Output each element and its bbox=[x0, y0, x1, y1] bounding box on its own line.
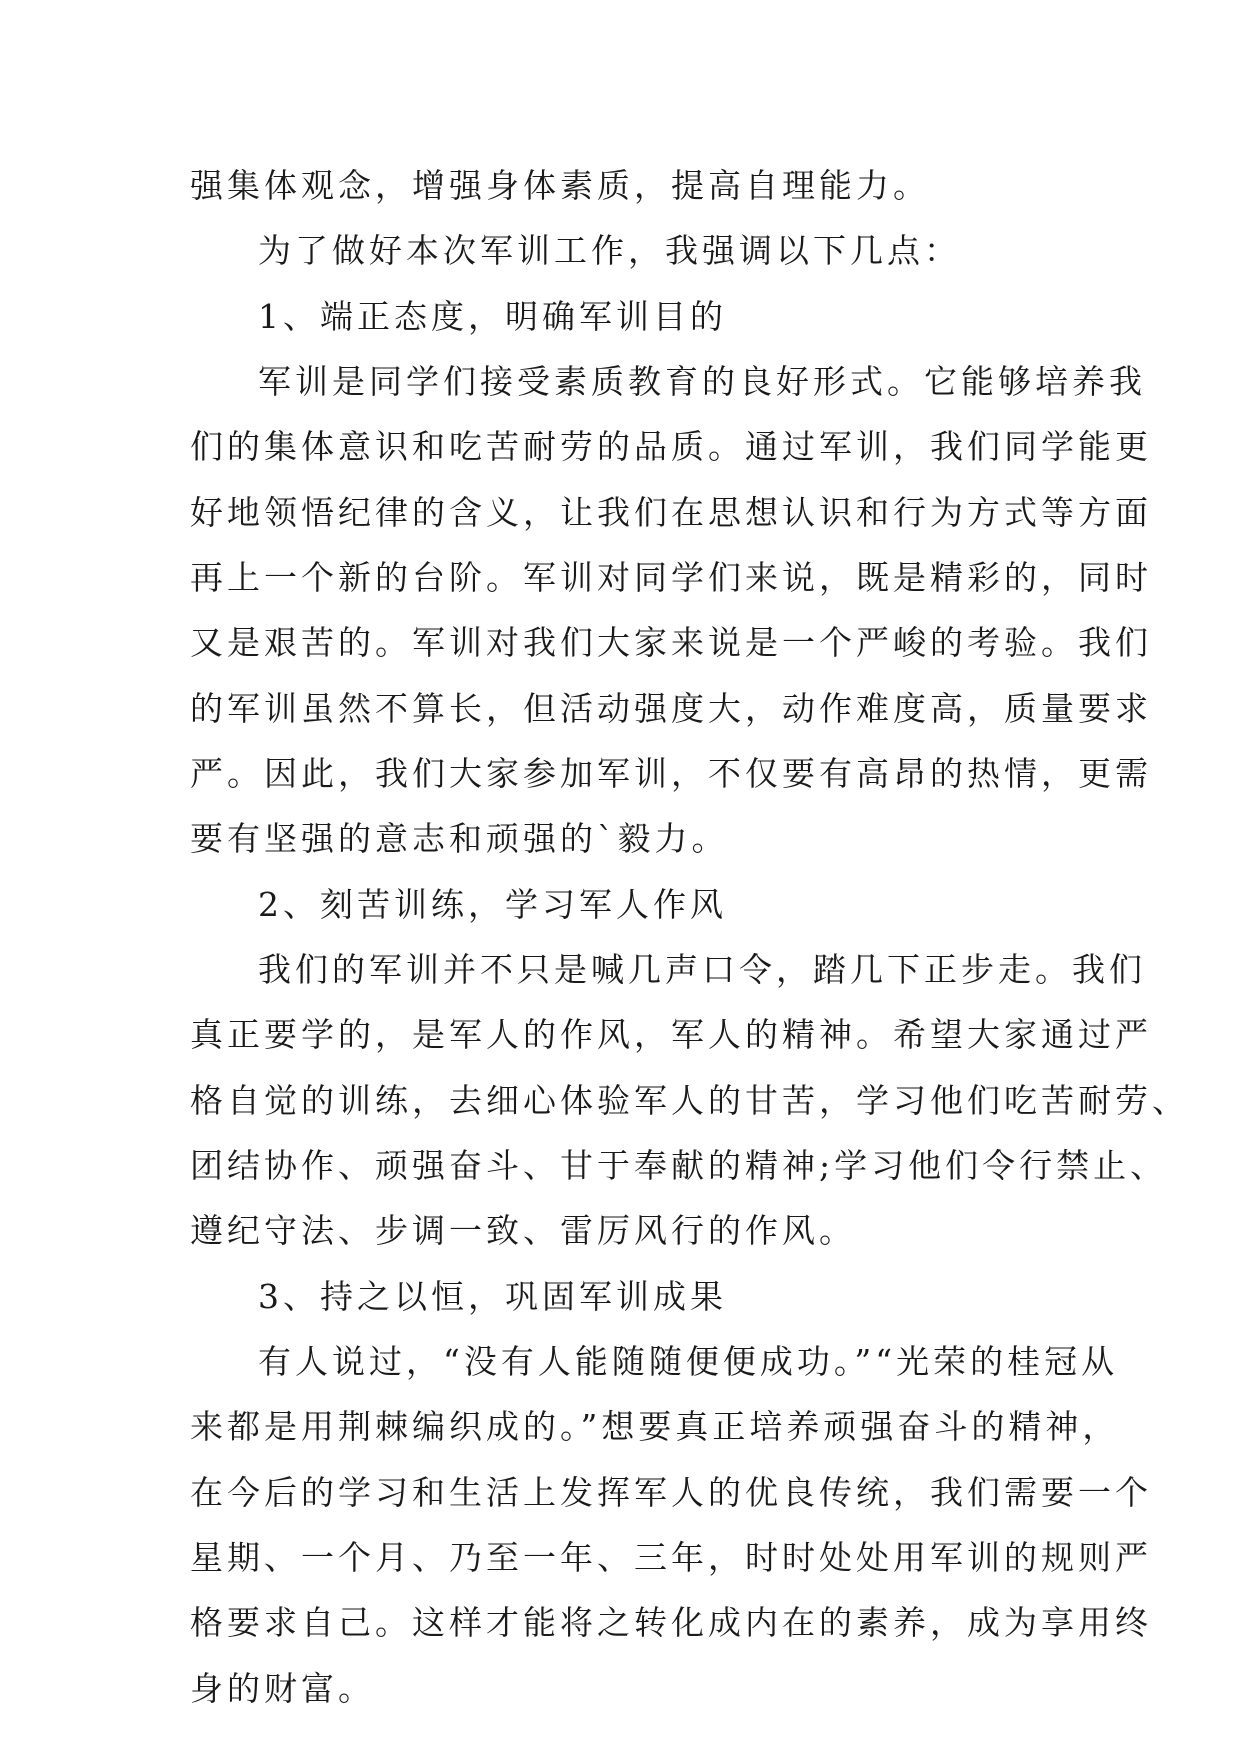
text-line: 身的财富。 bbox=[190, 1669, 375, 1708]
text-line: 遵纪守法、步调一致、雷厉风行的作风。 bbox=[190, 1211, 856, 1250]
text-line: 格自觉的训练，去细心体验军人的甘苦，学习他们吃苦耐劳、 bbox=[190, 1081, 1189, 1120]
text-line: 军训是同学们接受素质教育的良好形式。它能够培养我 bbox=[258, 362, 1146, 401]
text-line: 好地领悟纪律的含义，让我们在思想认识和行为方式等方面 bbox=[190, 493, 1152, 532]
text-line: 星期、一个月、乃至一年、三年，时时处处用军训的规则严 bbox=[190, 1538, 1152, 1577]
section-heading: 2、刻苦训练，学习军人作风 bbox=[258, 885, 727, 924]
text-line: 再上一个新的台阶。军训对同学们来说，既是精彩的，同时 bbox=[190, 558, 1152, 597]
text-line: 格要求自己。这样才能将之转化成内在的素养，成为享用终 bbox=[190, 1603, 1152, 1642]
text-line: 为了做好本次军训工作，我强调以下几点： bbox=[258, 231, 961, 270]
text-line: 真正要学的，是军人的作风，军人的精神。希望大家通过严 bbox=[190, 1015, 1152, 1054]
text-line: 们的集体意识和吃苦耐劳的品质。通过军训，我们同学能更 bbox=[190, 427, 1152, 466]
text-line: 团结协作、顽强奋斗、甘于奉献的精神;学习他们令行禁止、 bbox=[190, 1146, 1168, 1185]
text-line: 严。因此，我们大家参加军训，不仅要有高昂的热情，更需 bbox=[190, 754, 1152, 793]
text-line: 我们的军训并不只是喊几声口令，踏几下正步走。我们 bbox=[258, 950, 1146, 989]
text-line: 又是艰苦的。军训对我们大家来说是一个严峻的考验。我们 bbox=[190, 623, 1152, 662]
text-line: 来都是用荆棘编织成的。”想要真正培养顽强奋斗的精神， bbox=[190, 1407, 1120, 1446]
text-line: 在今后的学习和生活上发挥军人的优良传统，我们需要一个 bbox=[190, 1473, 1152, 1512]
text-line: 的军训虽然不算长，但活动强度大，动作难度高，质量要求 bbox=[190, 689, 1152, 728]
section-heading: 1、端正态度，明确军训目的 bbox=[258, 297, 727, 336]
text-line: 强集体观念，增强身体素质，提高自理能力。 bbox=[190, 166, 930, 205]
section-heading: 3、持之以恒，巩固军训成果 bbox=[258, 1277, 727, 1316]
text-line: 要有坚强的意志和顽强的`毅力。 bbox=[190, 819, 729, 858]
text-line: 有人说过，“没有人能随随便便成功。”“光荣的桂冠从 bbox=[258, 1342, 1119, 1381]
